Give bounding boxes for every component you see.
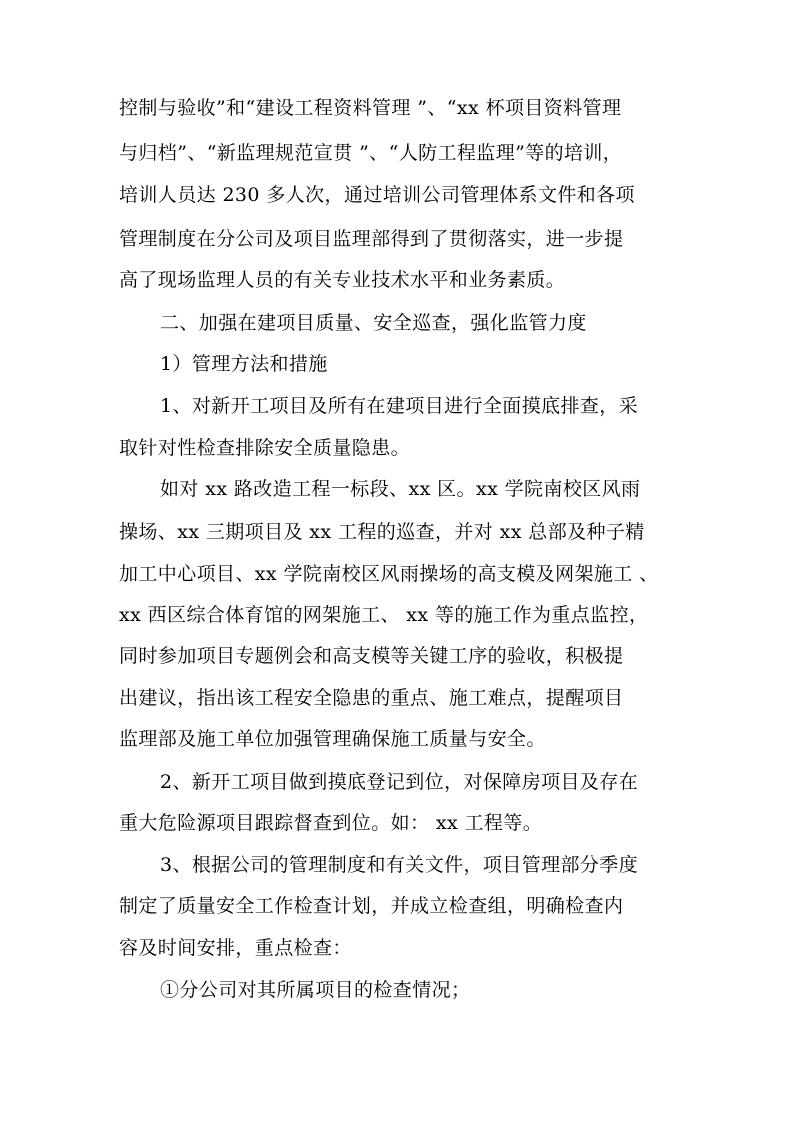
list-item: ①分公司对其所属项目的检查情况；: [160, 979, 471, 1001]
body-text-line: xx 西区综合体育馆的网架施工、 xx 等的施工作为重点监控，: [119, 604, 649, 626]
body-text-line: 同时参加项目专题例会和高支模等关键工序的验收，积极提: [119, 645, 624, 667]
body-text-line: 出建议，指出该工程安全隐患的重点、施工难点，提醒项目: [119, 687, 624, 709]
body-text-line: 容及时间安排，重点检查：: [119, 937, 352, 959]
body-text-line: 重大危险源项目跟踪督查到位。如： xx 工程等。: [119, 812, 543, 834]
body-text-line: 控制与验收”和“建设工程资料管理 ”、“xx 杯项目资料管理: [119, 97, 622, 119]
body-text-line: 2、新开工项目做到摸底登记到位，对保障房项目及存在: [160, 771, 639, 793]
body-text-line: 取针对性检查排除安全质量隐患。: [119, 437, 411, 459]
body-text-line: 加工中心项目、xx 学院南校区风雨操场的高支模及网架施工 、: [119, 563, 659, 585]
body-text-line: 制定了质量安全工作检查计划，并成立检查组，明确检查内: [119, 895, 624, 917]
body-text-line: 如对 xx 路改造工程一标段、xx 区。xx 学院南校区风雨: [160, 478, 641, 500]
body-text-line: 与归档”、“新监理规范宣贯 ”、“人防工程监理”等的培训，: [119, 142, 623, 164]
subsection-heading: 1）管理方法和措施: [160, 353, 328, 375]
body-text-line: 3、根据公司的管理制度和有关文件，项目管理部分季度: [160, 854, 639, 876]
body-text-line: 管理制度在分公司及项目监理部得到了贯彻落实，进一步提: [119, 228, 624, 250]
body-text-line: 高了现场监理人员的有关专业技术水平和业务素质。: [119, 269, 566, 291]
body-text-line: 培训人员达 230 多人次，通过培训公司管理体系文件和各项: [119, 184, 635, 206]
body-text-line: 操场、xx 三期项目及 xx 工程的巡查，并对 xx 总部及种子精: [119, 521, 645, 543]
body-text-line: 1、对新开工项目及所有在建项目进行全面摸底排查，采: [160, 395, 639, 417]
section-heading: 二、加强在建项目质量、安全巡查，强化监管力度: [160, 312, 587, 334]
body-text-line: 监理部及施工单位加强管理确保施工质量与安全。: [119, 728, 546, 750]
